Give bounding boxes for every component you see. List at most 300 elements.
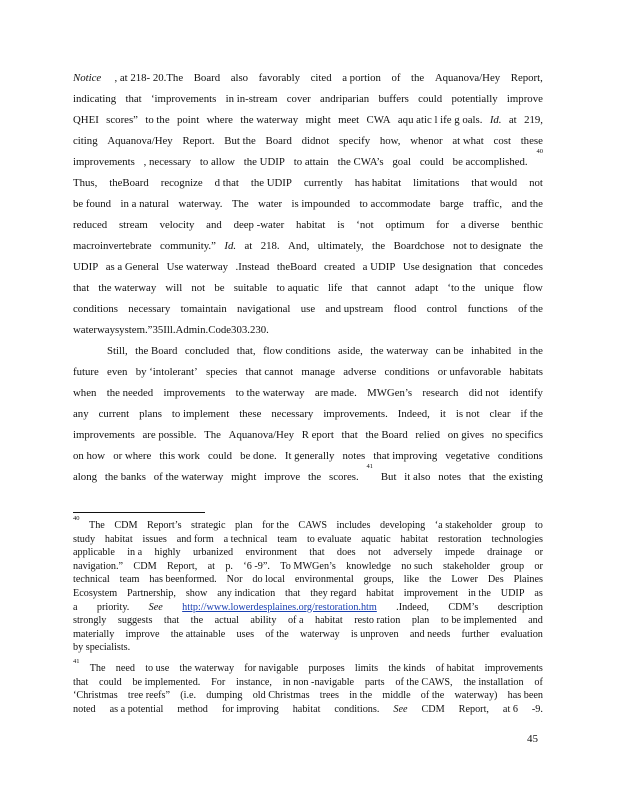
text-segment: strongly: [73, 615, 107, 627]
text-segment: habitat: [292, 703, 321, 715]
text-segment: Report.: [182, 135, 215, 147]
text-segment: life: [327, 282, 343, 294]
text-segment: ability: [250, 615, 277, 627]
text-segment: by specialists.: [73, 642, 131, 654]
text-line: [73, 425, 543, 446]
text-segment: at 6: [502, 703, 518, 715]
text-segment: materially: [73, 628, 115, 640]
text-segment: show: [185, 587, 208, 599]
text-segment: as a potential: [109, 703, 164, 715]
text-segment: these: [520, 135, 543, 147]
text-segment: For: [211, 676, 226, 688]
text-segment: habitat: [314, 615, 343, 627]
text-segment: Indeed,: [397, 408, 430, 420]
text-segment: optimum: [385, 219, 425, 231]
text-segment: no specifics: [491, 429, 543, 441]
text-segment: the Board: [135, 345, 178, 357]
text-line: [73, 383, 543, 404]
text-segment: are made.: [314, 387, 357, 399]
text-segment: noted: [73, 703, 96, 715]
text-line: [73, 148, 543, 173]
text-segment: 218.: [260, 240, 280, 252]
text-segment: or: [534, 547, 543, 559]
text-segment: at: [508, 114, 517, 126]
text-segment: the UDIP: [250, 177, 292, 189]
text-line: [73, 658, 543, 676]
text-line: [73, 689, 543, 703]
text-segment: and needs: [409, 628, 451, 640]
text-segment: parts: [364, 676, 385, 688]
text-segment: .Indeed,: [396, 601, 429, 613]
text-segment: point: [177, 114, 200, 126]
text-line: [73, 341, 543, 362]
text-segment: didnot: [301, 135, 330, 147]
text-segment: environment: [245, 547, 297, 559]
text-segment: Partnership,: [127, 587, 176, 599]
text-segment: that: [351, 282, 368, 294]
text-line: [73, 614, 543, 628]
text-segment: along: [73, 471, 97, 483]
text-segment: plan: [411, 615, 430, 627]
text-segment: that: [285, 587, 301, 599]
text-segment: the attainable: [170, 628, 226, 640]
text-segment: to the waterway: [235, 387, 305, 399]
text-segment: not: [529, 177, 543, 189]
text-line: [73, 257, 543, 278]
text-segment: for the: [262, 520, 289, 531]
text-segment: as: [534, 587, 543, 599]
text-segment: waterway): [454, 690, 498, 702]
text-segment: The: [204, 429, 221, 441]
text-segment: ‘Christmas: [73, 690, 118, 702]
text-segment: need: [115, 663, 135, 674]
text-segment: also: [230, 72, 249, 84]
text-segment: favorably: [258, 72, 301, 84]
text-segment: of the: [265, 628, 289, 640]
text-segment: And,: [288, 240, 310, 252]
text-segment: that: [468, 471, 486, 483]
text-segment: CDM: [114, 520, 138, 531]
text-segment: ‘not: [356, 219, 374, 231]
text-segment: might: [231, 471, 257, 483]
text-segment: limitations: [413, 177, 460, 189]
text-segment: ‘to the: [447, 282, 476, 294]
text-segment: drainage: [487, 547, 523, 559]
text-segment: to: [534, 520, 543, 531]
text-segment: , necessary: [143, 156, 191, 168]
text-segment: they regard: [310, 587, 357, 599]
text-segment: To MWGen’s: [280, 560, 336, 572]
text-segment: of the: [420, 690, 445, 702]
text-segment: theBoard: [276, 261, 317, 273]
text-line: [73, 515, 543, 533]
text-segment: cannot: [376, 282, 406, 294]
text-segment: Report,: [458, 703, 489, 715]
text-segment: relied: [415, 429, 440, 441]
text-segment: traffic,: [473, 198, 503, 210]
text-segment: method: [177, 703, 208, 715]
text-segment: the kinds: [388, 663, 426, 674]
text-segment: research: [422, 387, 459, 399]
text-segment: improvements.: [323, 408, 388, 420]
text-segment: 219,: [524, 114, 543, 126]
text-segment: Use designation: [402, 261, 473, 273]
text-segment: benthic: [511, 219, 543, 231]
text-segment: instance,: [236, 676, 272, 688]
text-segment: waterway.: [178, 198, 223, 210]
text-segment: Report’s: [147, 520, 182, 531]
text-segment: that: [73, 676, 89, 688]
text-segment: on how: [73, 450, 106, 462]
text-segment: , at 218- 20.The: [111, 72, 184, 84]
text-segment: of the CAWS,: [395, 676, 453, 688]
text-segment: to accommodate: [359, 198, 431, 210]
text-segment: of: [391, 72, 401, 84]
text-segment: unique: [484, 282, 514, 294]
text-segment: a portion: [342, 72, 381, 84]
text-segment: be implemented.: [132, 676, 201, 688]
citation-italic: Id.: [224, 240, 237, 252]
text-segment: Thus,: [73, 177, 98, 189]
text-segment: on gives: [447, 429, 484, 441]
text-segment: issues: [142, 533, 167, 545]
text-segment: could: [418, 93, 443, 105]
text-segment: that: [73, 282, 90, 294]
text-segment: Still,: [107, 345, 128, 357]
text-segment: includes: [336, 520, 371, 531]
text-segment: how,: [379, 135, 401, 147]
text-line: [73, 194, 543, 215]
text-segment: the waterway: [370, 345, 429, 357]
text-segment: currently: [303, 177, 343, 189]
text-segment: The: [89, 663, 106, 674]
text-line: [73, 215, 543, 236]
text-segment: did not: [468, 387, 499, 399]
text-segment: flow: [523, 282, 543, 294]
text-segment: ‘a stakeholder: [434, 520, 493, 531]
text-line: [73, 533, 543, 547]
text-segment: technical: [73, 574, 110, 586]
text-segment: further: [461, 628, 490, 640]
text-segment: improvements: [484, 663, 543, 674]
text-segment: not: [191, 282, 206, 294]
footnote-reference: 40: [536, 148, 543, 155]
text-segment: these: [239, 408, 262, 420]
text-line: [73, 676, 543, 690]
text-segment: to the: [145, 114, 170, 126]
text-segment: can be: [435, 345, 464, 357]
text-segment: to evaluate: [306, 533, 352, 545]
text-segment: CDM: [421, 703, 445, 715]
text-line: [73, 573, 543, 587]
text-segment: it: [439, 408, 446, 420]
text-segment: that improving: [373, 450, 438, 462]
text-segment: CAWS: [298, 520, 328, 531]
text-segment: or where: [113, 450, 152, 462]
text-segment: indicating: [73, 93, 117, 105]
text-segment: the CWA’s: [337, 156, 384, 168]
text-segment: notes: [342, 450, 366, 462]
text-segment: do local: [252, 574, 285, 586]
text-segment: study: [73, 533, 96, 545]
text-segment: navigational: [237, 303, 291, 315]
text-segment: -9.: [531, 703, 543, 715]
text-segment: ‘6 -9”.: [243, 560, 270, 572]
text-segment: tomaintain: [180, 303, 227, 315]
text-segment: strategic: [191, 520, 226, 531]
text-segment: has beenformed.: [149, 574, 217, 586]
text-segment: plans: [139, 408, 162, 420]
text-segment: actual: [214, 615, 239, 627]
footnote-reference: 41: [73, 658, 80, 665]
text-segment: habitats: [509, 366, 543, 378]
text-segment: of: [534, 676, 543, 688]
text-segment: might: [305, 114, 331, 126]
text-segment: and: [206, 219, 222, 231]
text-segment: ultimately,: [317, 240, 364, 252]
text-segment: Aquanova/Hey: [228, 429, 295, 441]
text-segment: buffers: [378, 93, 409, 105]
text-segment: environmental: [294, 574, 354, 586]
text-segment: could: [99, 676, 122, 688]
text-segment: improve: [506, 93, 543, 105]
text-line: [73, 404, 543, 425]
text-segment: whenor: [410, 135, 443, 147]
text-segment: navigation.”: [73, 560, 124, 572]
text-line: [73, 628, 543, 642]
text-segment: the waterway: [98, 282, 157, 294]
text-segment: Plaines: [513, 574, 543, 586]
text-segment: But: [380, 471, 397, 483]
text-segment: be done.: [240, 450, 277, 462]
text-segment: Board: [193, 72, 221, 84]
text-segment: be: [214, 282, 225, 294]
text-segment: manage: [301, 366, 335, 378]
text-segment: be accomplished.: [452, 156, 528, 168]
text-segment: as a General: [105, 261, 160, 273]
text-segment: that: [163, 615, 180, 627]
text-segment: habitat: [366, 587, 394, 599]
text-segment: this work: [159, 450, 200, 462]
text-segment: has habitat: [354, 177, 402, 189]
text-segment: aside,: [338, 345, 363, 357]
text-segment: has been: [507, 690, 543, 702]
text-segment: use: [300, 303, 316, 315]
text-segment: the: [371, 240, 386, 252]
text-segment: of habitat: [435, 663, 475, 674]
text-segment: (i.e.: [180, 690, 197, 702]
text-segment: a technical: [223, 533, 268, 545]
text-segment: potentially: [451, 93, 498, 105]
text-segment: of the waterway: [153, 471, 224, 483]
text-segment: citing: [73, 135, 98, 147]
text-segment: Code: [208, 324, 232, 336]
text-segment: team: [277, 533, 298, 545]
text-segment: resto ration: [354, 615, 401, 627]
text-segment: d that: [214, 177, 239, 189]
text-segment: is not: [455, 408, 480, 420]
text-segment: macroinvertebrate: [73, 240, 152, 252]
text-segment: the waterway: [179, 663, 235, 674]
text-segment: species: [206, 366, 238, 378]
text-segment: conditions: [73, 303, 118, 315]
text-segment: old Christmas: [252, 690, 310, 702]
text-segment: restoration: [438, 533, 482, 545]
text-segment: could: [208, 450, 233, 462]
text-segment: group: [500, 560, 525, 572]
text-segment: when: [73, 387, 97, 399]
text-line: [73, 587, 543, 601]
text-segment: groups,: [363, 574, 394, 586]
text-segment: aquatic: [361, 533, 391, 545]
text-segment: impede: [444, 547, 475, 559]
text-segment: of the: [518, 303, 543, 315]
text-segment: in a: [127, 547, 143, 559]
text-segment: evaluation: [500, 628, 543, 640]
text-segment: even: [107, 366, 128, 378]
text-segment: notes: [438, 471, 462, 483]
text-line: [73, 601, 543, 615]
text-segment: UDIP: [73, 261, 99, 273]
text-segment: the Board: [365, 429, 408, 441]
text-segment: the installation: [463, 676, 524, 688]
text-segment: developing: [379, 520, 426, 531]
text-segment: goal: [392, 156, 411, 168]
text-segment: that: [341, 429, 358, 441]
text-segment: improvement: [403, 587, 459, 599]
text-segment: CWA: [366, 114, 391, 126]
text-segment: identify: [509, 387, 543, 399]
text-segment: be found: [73, 198, 112, 210]
text-segment: system.”: [114, 324, 153, 336]
text-segment: team: [119, 574, 140, 586]
citation-italic: See: [148, 601, 163, 613]
text-segment: of a: [287, 615, 304, 627]
text-segment: QHEI: [73, 114, 99, 126]
text-segment: adverse: [343, 366, 377, 378]
text-segment: highly: [154, 547, 181, 559]
text-segment: could: [419, 156, 444, 168]
text-segment: any: [73, 408, 89, 420]
text-line: [73, 131, 543, 152]
text-segment: any indication: [217, 587, 276, 599]
text-segment: Aquanova/Hey: [107, 135, 173, 147]
text-segment: adapt: [414, 282, 439, 294]
text-segment: meet: [338, 114, 360, 126]
text-segment: the needed: [106, 387, 154, 399]
text-segment: is: [337, 219, 345, 231]
text-segment: in in-stream: [225, 93, 278, 105]
text-segment: Ecosystem: [73, 587, 118, 599]
text-segment: is impounded: [291, 198, 351, 210]
text-line: [73, 546, 543, 560]
text-segment: that would: [471, 177, 518, 189]
text-segment: the: [428, 574, 442, 586]
text-segment: at: [244, 240, 253, 252]
text-segment: at: [207, 560, 215, 572]
text-segment: ‘improvements: [150, 93, 217, 105]
text-segment: cost: [493, 135, 511, 147]
text-segment: waterway: [299, 628, 340, 640]
text-segment: or: [534, 560, 543, 572]
footnote-reference: 41: [366, 463, 374, 470]
text-segment: conditions.: [334, 703, 380, 715]
text-segment: andriparian: [320, 93, 370, 105]
restoration-link[interactable]: http://www.lowerdesplaines.org/restoration.htm: [182, 601, 377, 613]
text-segment: limits: [354, 663, 379, 674]
text-segment: if the: [520, 408, 543, 420]
text-segment: a: [73, 601, 78, 613]
text-segment: cited: [310, 72, 332, 84]
text-segment: for navigable: [244, 663, 299, 674]
text-segment: in the: [467, 587, 491, 599]
text-segment: no such: [401, 560, 433, 572]
text-segment: and upstream: [325, 303, 384, 315]
text-segment: habitat: [296, 219, 326, 231]
text-segment: does: [336, 547, 356, 559]
text-segment: description: [497, 601, 543, 613]
text-segment: to implement: [171, 408, 230, 420]
text-segment: deep -water: [233, 219, 285, 231]
text-segment: concedes: [503, 261, 543, 273]
text-segment: the waterway: [240, 114, 299, 126]
footnote-41: [73, 658, 543, 716]
text-segment: or unfavorable: [437, 366, 502, 378]
text-segment: that,: [236, 345, 256, 357]
text-segment: that: [479, 261, 496, 273]
text-segment: Use waterway: [166, 261, 229, 273]
text-segment: are possible.: [142, 429, 197, 441]
text-segment: that: [125, 93, 142, 105]
text-segment: a UDIP: [362, 261, 396, 273]
text-segment: is unproven: [350, 628, 399, 640]
text-segment: the existing: [492, 471, 543, 483]
text-segment: reduced: [73, 219, 108, 231]
text-segment: UDIP: [500, 587, 525, 599]
text-segment: future: [73, 366, 99, 378]
text-segment: functions: [467, 303, 508, 315]
text-segment: priority.: [96, 601, 130, 613]
text-segment: conditions: [384, 366, 430, 378]
text-segment: it also: [404, 471, 431, 483]
text-segment: at what: [452, 135, 484, 147]
text-segment: conditions: [497, 450, 543, 462]
footnote-40: [73, 515, 543, 655]
text-segment: the: [411, 72, 425, 84]
text-segment: adversely: [393, 547, 433, 559]
footnote-separator: [73, 512, 205, 513]
text-line: [73, 463, 543, 488]
text-segment: recognize: [160, 177, 203, 189]
text-segment: where: [206, 114, 233, 126]
text-line: [73, 320, 543, 341]
text-line: [73, 641, 543, 655]
text-line: [73, 110, 543, 131]
text-segment: to be implemented: [440, 615, 517, 627]
text-segment: stakeholder: [442, 560, 490, 572]
text-segment: The: [231, 198, 249, 210]
text-segment: stream: [118, 219, 148, 231]
text-segment: not: [367, 547, 381, 559]
text-segment: habitat: [400, 533, 429, 545]
text-line: [73, 446, 543, 467]
text-segment: current: [98, 408, 130, 420]
text-segment: suggests: [117, 615, 153, 627]
text-segment: Nor: [226, 574, 243, 586]
text-segment: for improving: [221, 703, 279, 715]
text-segment: and the: [511, 198, 543, 210]
text-segment: improve: [125, 628, 160, 640]
